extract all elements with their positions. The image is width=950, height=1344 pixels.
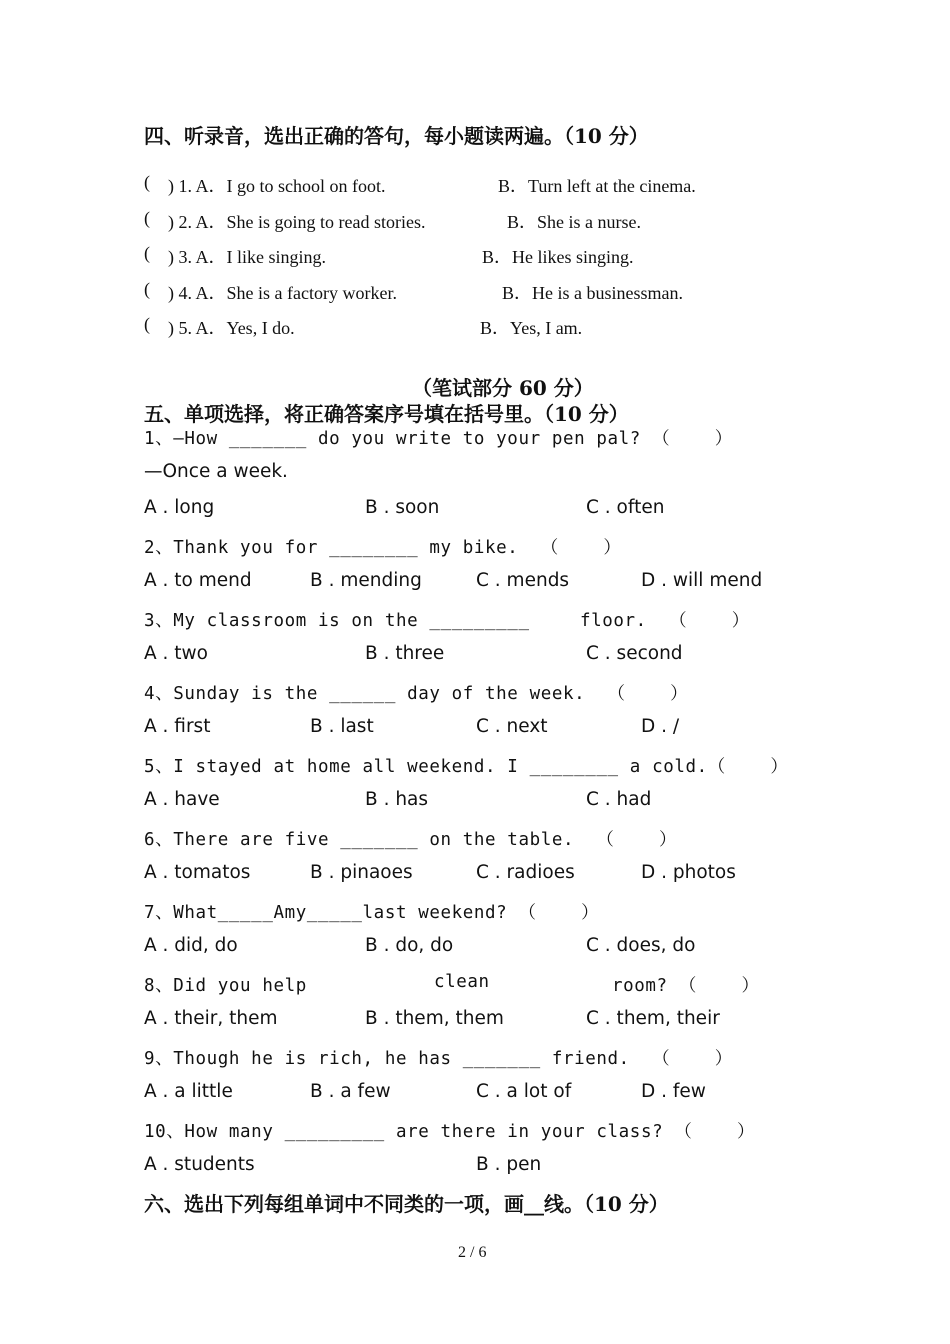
question-8-mid: clean — [434, 972, 490, 992]
option: A . two — [144, 643, 209, 664]
option: B . pen — [476, 1154, 542, 1175]
option: A . long — [144, 497, 215, 518]
option: B . three — [365, 643, 445, 664]
option: A . their, them — [144, 1008, 278, 1029]
option-a: ) 4. A．She is a factory worker. — [150, 283, 397, 303]
option: B . do, do — [365, 935, 454, 956]
question-4: 4、Sunday is the ______ day of the week. （ ） — [144, 684, 689, 704]
option: A . first — [144, 716, 211, 737]
question-6: 6、There are five _______ on the table. （ ） — [144, 830, 678, 850]
question-10: 10、How many _________ are there in your class? （ ） — [144, 1122, 756, 1142]
question-8-end: room? （ ） — [612, 976, 760, 996]
question-2: 2、Thank you for ________ my bike. （ ） — [144, 538, 622, 558]
option: B . soon — [365, 497, 440, 518]
option-b: B．He likes singing. — [482, 247, 634, 267]
question-9: 9、Though he is rich, he has _______ friend. （ ） — [144, 1049, 733, 1069]
answer-paren: ( — [144, 172, 150, 192]
question-3: 3、My classroom is on the _________ — [144, 611, 530, 631]
section5-title: 五、单项选择，将正确答案序号填在括号里。（10 分） — [144, 402, 629, 426]
option: B . mending — [310, 570, 422, 591]
option-a: ) 5. A．Yes, I do. — [150, 318, 295, 338]
option-a: ) 3. A．I like singing. — [150, 247, 326, 267]
answer-paren: ( — [144, 279, 150, 299]
option: D . / — [641, 716, 680, 737]
option-b: B．He is a businessman. — [502, 283, 683, 303]
answer-paren: ( — [144, 208, 150, 228]
option: B . them, them — [365, 1008, 504, 1029]
question-3-end: floor. （ ） — [580, 611, 750, 631]
option: B . has — [365, 789, 429, 810]
section4-title: 四、听录音，选出正确的答句，每小题读两遍。（10 分） — [144, 124, 649, 148]
option: D . few — [641, 1081, 706, 1102]
option: A . have — [144, 789, 220, 810]
option: D . will mend — [641, 570, 763, 591]
question-5: 5、I stayed at home all weekend. I ________ a cold.（ ） — [144, 757, 789, 777]
option: A . did, do — [144, 935, 238, 956]
answer-paren: ( — [144, 314, 150, 334]
answer-paren: ( — [144, 243, 150, 263]
option: A . tomatos — [144, 862, 251, 883]
option: C . radioes — [476, 862, 575, 883]
option: C . mends — [476, 570, 570, 591]
option: C . often — [586, 497, 665, 518]
option: A . students — [144, 1154, 255, 1175]
option: C . them, their — [586, 1008, 720, 1029]
option: C . next — [476, 716, 548, 737]
option: B . a few — [310, 1081, 391, 1102]
option: C . does, do — [586, 935, 696, 956]
question-8: 8、Did you help — [144, 976, 307, 996]
option: C . second — [586, 643, 683, 664]
question-1: 1、—How _______ do you write to your pen pal? （ ） — [144, 429, 733, 449]
option: B . last — [310, 716, 374, 737]
option-b: B．Turn left at the cinema. — [498, 176, 696, 196]
section6-title: 六、选出下列每组单词中不同类的一项，画__线。（10 分） — [144, 1192, 669, 1216]
question-7: 7、What_____Amy_____last weekend? （ ） — [144, 903, 600, 923]
option: D . photos — [641, 862, 736, 883]
written-part-subtitle: （笔试部分 60 分） — [412, 376, 594, 400]
option-b: B．She is a nurse. — [507, 212, 641, 232]
option: C . a lot of — [476, 1081, 572, 1102]
option: C . had — [586, 789, 652, 810]
page-number: 2 / 6 — [458, 1244, 487, 1261]
question-1-reply: —Once a week. — [144, 461, 288, 482]
option-b: B．Yes, I am. — [480, 318, 583, 338]
option: A . to mend — [144, 570, 252, 591]
option: A . a little — [144, 1081, 233, 1102]
option: B . pinaoes — [310, 862, 413, 883]
option-a: ) 2. A．She is going to read stories. — [150, 212, 426, 232]
option-a: ) 1. A．I go to school on foot. — [150, 176, 386, 196]
